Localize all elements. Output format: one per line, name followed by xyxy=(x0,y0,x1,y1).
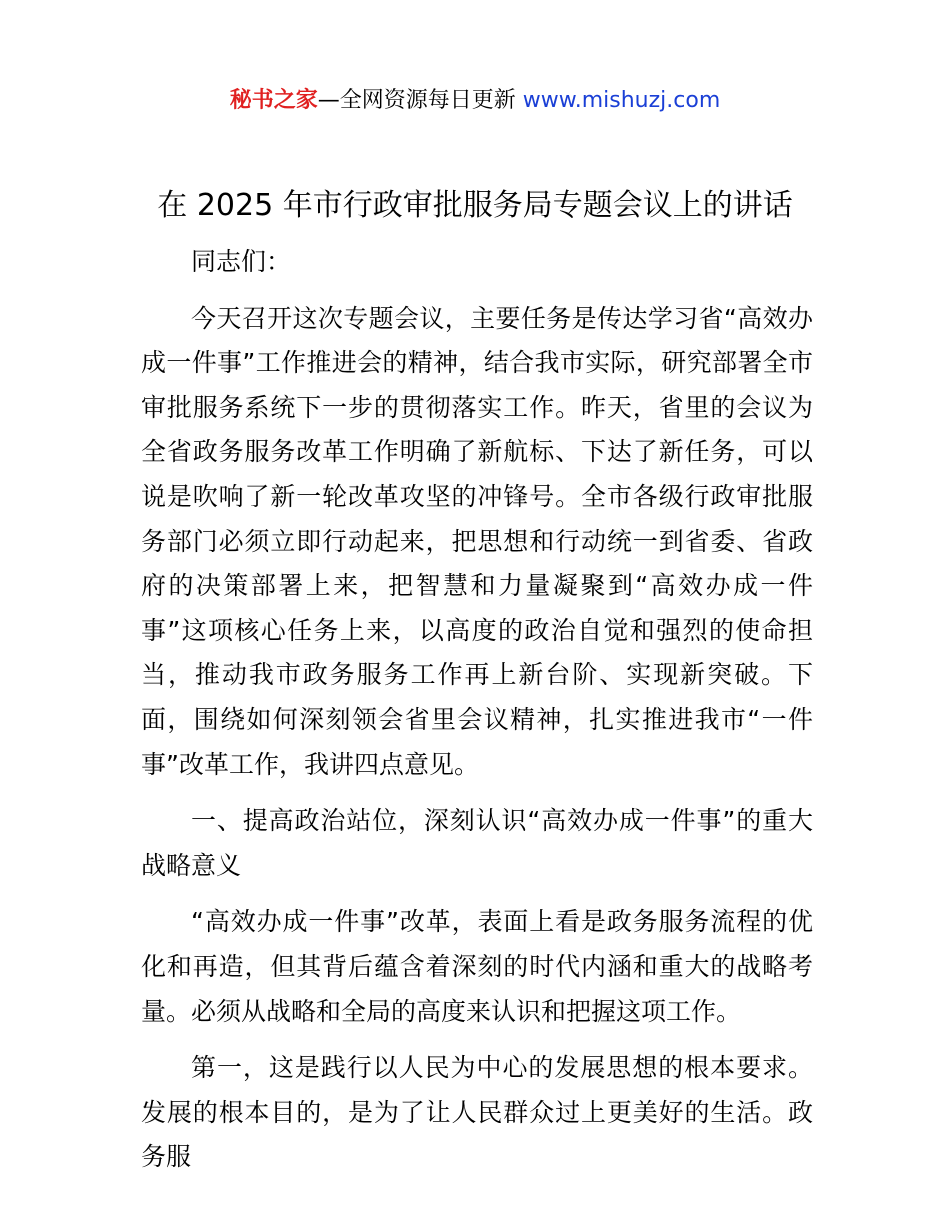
document-title: 在 2025 年市行政审批服务局专题会议上的讲话 xyxy=(157,188,793,223)
document-body xyxy=(141,240,813,1180)
site-tagline: —全网资源每日更新 xyxy=(317,88,523,113)
site-brand: 秘书之家 xyxy=(229,88,318,113)
section-heading-1: 一、提高政治站位，深刻认识“高效办成一件事”的重大战略意义 xyxy=(141,806,813,880)
paragraph-intro: 今天召开这次专题会议，主要任务是传达学习省“高效办成一件事”工作推进会的精神，结合我市实际，研究部署全市审批服务系统下一步的贯彻落实工作。昨天，省里的会议为全省政务服务改革工作明确了新航标、下达了新任务，可以说是吹响了新一轮改革攻坚的冲锋号。全市各级行政审批服务部门必须立即行动起来，把思想和行动统一到省委、省政府的决策部署上来，把智慧和力量凝聚到“高效办成一件事”这项核心任务上来，以高度的政治自觉和强烈的使命担当，推动我市政务服务工作再上新台阶、实现新突破。下面，围绕如何深刻领会省里会议精神，扎实推进我市“一件事”改革工作，我讲四点意见。 xyxy=(141,303,813,779)
paragraph-section-1-intro: “高效办成一件事”改革，表面上看是政务服务流程的优化和再造，但其背后蕴含着深刻的时代内涵和重大的战略考量。必须从战略和全局的高度来认识和把握这项工作。 xyxy=(141,907,813,1026)
paragraph-point-1: 第一，这是践行以人民为中心的发展思想的根本要求。发展的根本目的，是为了让人民群众过上更美好的生活。政务服 xyxy=(141,1053,813,1172)
salutation: 同志们： xyxy=(191,247,292,276)
site-header xyxy=(0,86,950,116)
site-url-link[interactable]: www.mishuzj.com xyxy=(522,88,721,113)
